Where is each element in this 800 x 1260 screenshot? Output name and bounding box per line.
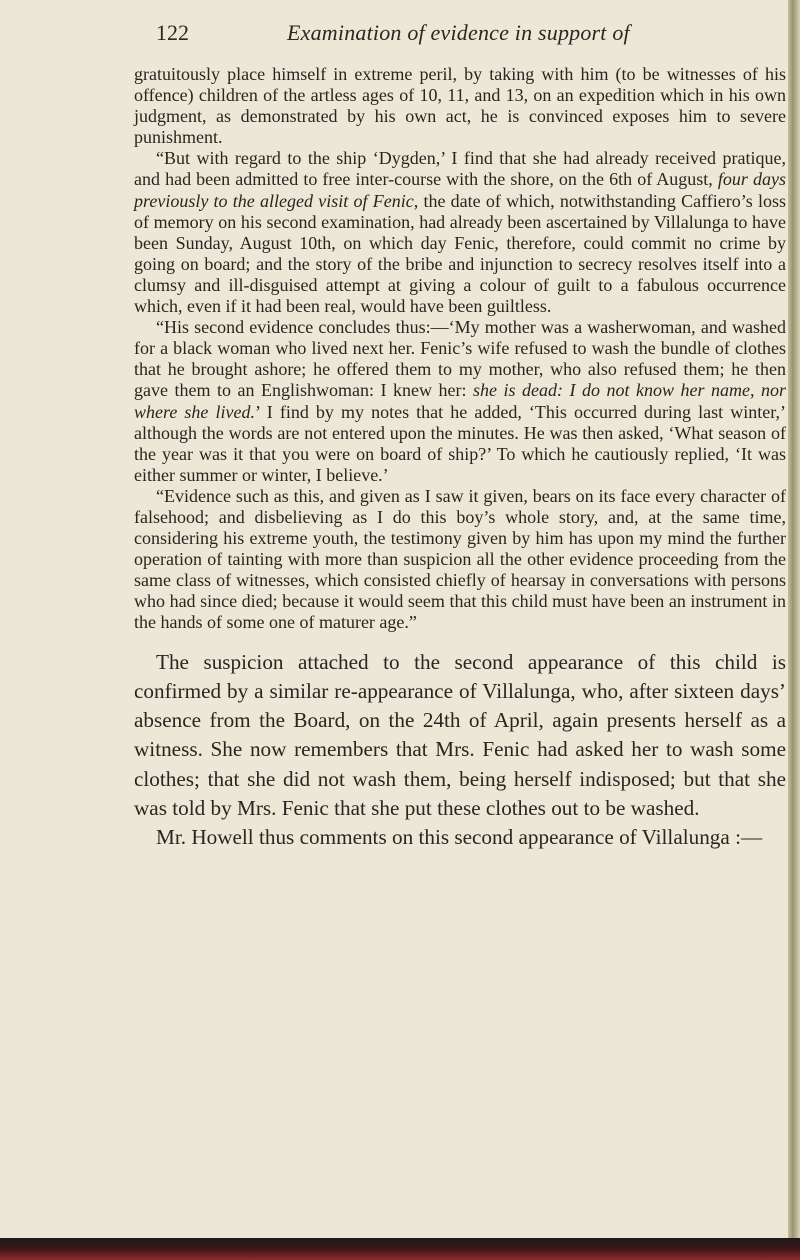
page-header: [0, 14, 788, 54]
text-segment-italic: four days previously to the alleged visit of Fenic,: [134, 169, 787, 211]
running-head: Examination of evidence in support of: [287, 20, 630, 45]
text-segment: “But with regard to the ship ‘Dygden,’ I find that she had already received pratique, and had been admitted to free inter-course with the shore, on the 6th of August,: [134, 148, 786, 190]
text-segment-italic: she is dead: I do not know her name, nor where she lived.: [134, 380, 787, 422]
page-edge: [788, 0, 800, 1260]
text-segment: Mr. Howell thus comments on this second appearance of Villalunga :—: [156, 825, 763, 850]
text-segment: “Evidence such as this, and given as I saw it given, bears on its face every character of falsehood; and disbelieving as I do this boy’s whole story, and, at the same time, considering his extreme youth, the testimony given by him has upon my mind the further operation of tainting with more than suspicion all the other evidence proceeding from the same class of witnesses, which consisted chiefly of hearsay in conversations with persons who had since died; because it would seem that this child must have been an instrument in the hands of some one of maturer age.”: [134, 485, 786, 633]
main-text: [134, 648, 786, 853]
text-segment: The suspicion attached to the second appearance of this child is confirmed by a similar re-appearance of Villalunga, who, after sixteen days’ absence from the Board, on the 24th of April, again presents herself as a witness. She now remembers that Mrs. Fenic had asked her to wash some clothes; that she did not wash them, being herself indisposed; but that she was told by Mrs. Fenic that she put these clothes out to be washed.: [134, 649, 786, 821]
main-paragraph: [134, 648, 786, 824]
quote-paragraph: [134, 317, 786, 486]
text-segment: “His second evidence concludes thus:—‘My mother was a washerwoman, and washed for a black woman who lived next her. Fenic’s wife refused to wash the bundle of clothes that he brought ashore; he offered them to my mother, who also refused them; he then gave them to an Englishwoman: I knew her:: [134, 317, 786, 401]
text-segment: ’ I find by my notes that he added, ‘This occurred during last winter,’ although the words are not entered upon the minutes. He was then asked, ‘What season of the year was it that you were on board of ship?’ To which he cautiously replied, ‘It was either summer or winter, I believe.’: [134, 401, 786, 485]
body-text: [134, 64, 786, 853]
page-number: 122: [156, 20, 189, 45]
book-cover-edge: [0, 1238, 800, 1260]
quote-paragraph: [134, 64, 786, 148]
text-segment: the date of which, notwithstanding Caffiero’s loss of memory on his second examination, had already been ascertained by Villalunga to have been Sunday, August 10th, on which day Fenic, therefore, could commit no crime by going on board; and the story of the bribe and injunction to secrecy resolves itself into a clumsy and ill-disguised attempt at giving a colour of guilt to a fabulous occurrence which, even if it had been real, would have been guiltless.: [134, 190, 786, 317]
quoted-evidence: [134, 64, 786, 634]
main-paragraph: [134, 823, 786, 852]
text-segment: gratuitously place himself in extreme peril, by taking with him (to be witnesses of his offence) children of the artless ages of 10, 11, and 13, on an expedition which in his own judgment, as demonstrated by his own act, he is convinced exposes him to severe punishment.: [134, 64, 786, 148]
quote-paragraph: [134, 486, 786, 634]
quote-paragraph: [134, 148, 786, 317]
